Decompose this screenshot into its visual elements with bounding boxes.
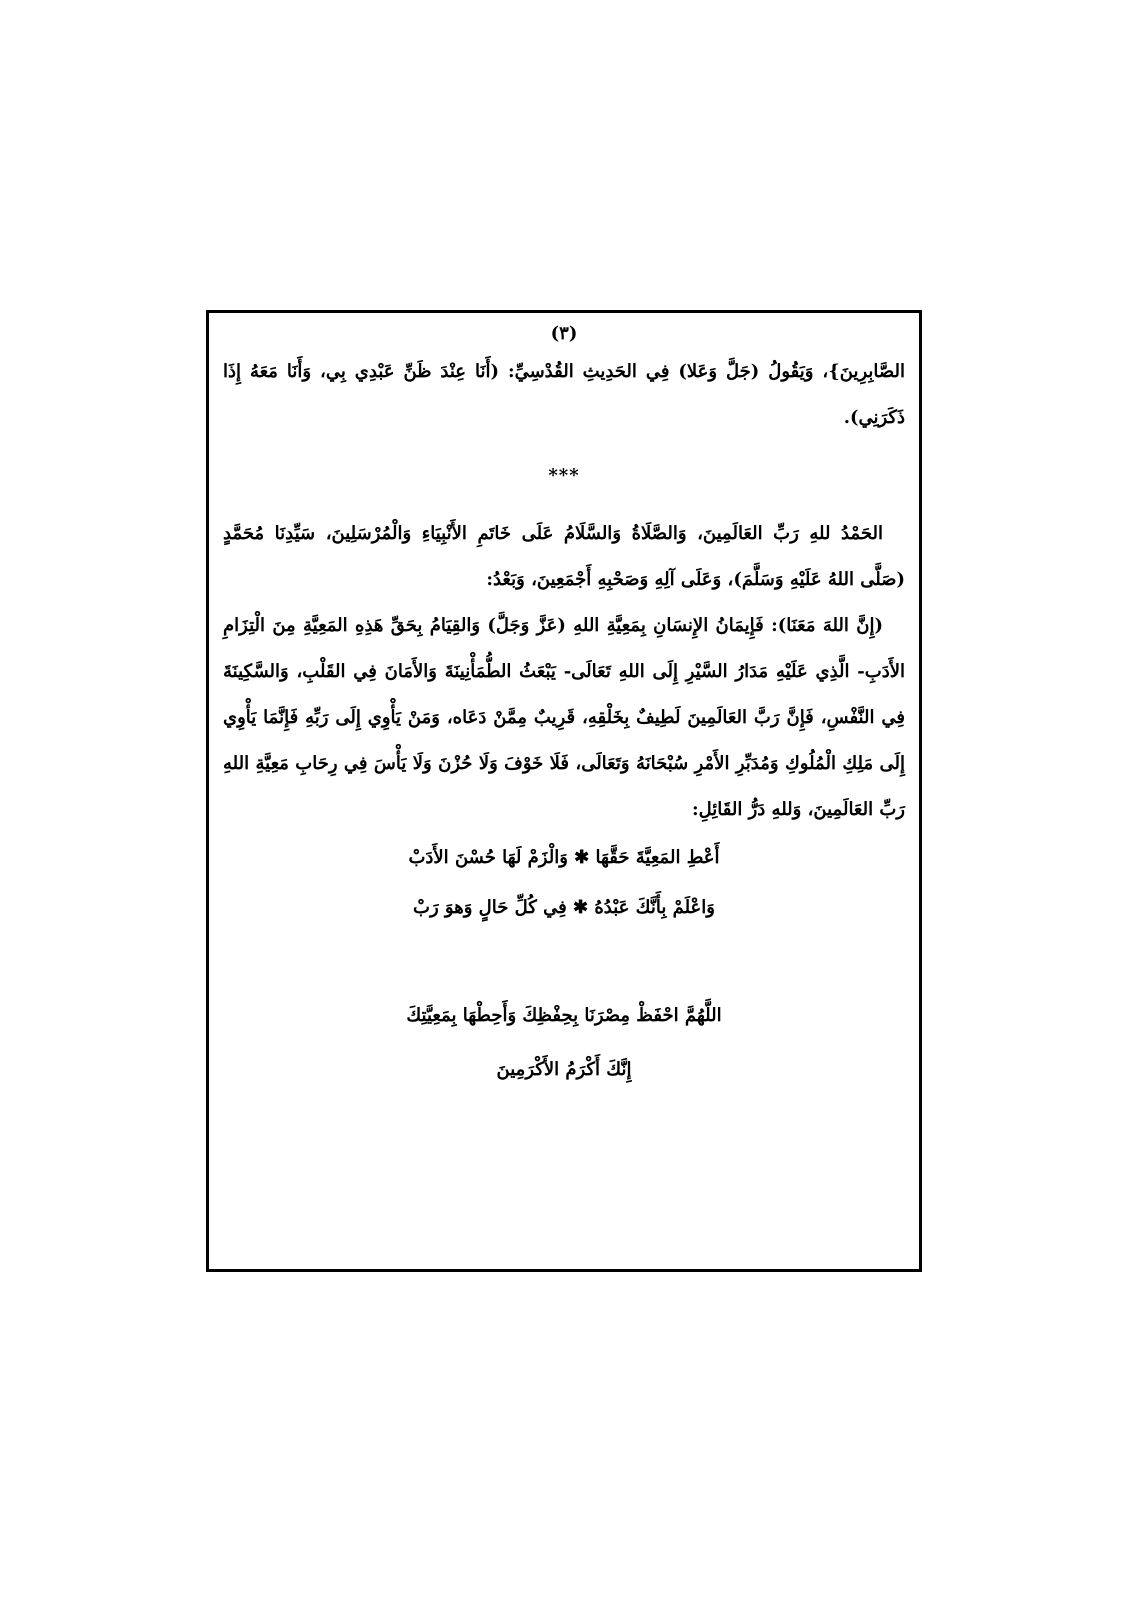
- section-separator: ***: [548, 465, 580, 486]
- paragraph-hadith: الصَّابِرِينَ}، وَيَقُولُ (جَلَّ وَعَلا) فِي الحَدِيثِ القُدْسِيِّ: (أَنَا عِنْدَ ظَنِّ عَبْدِي بِي، وَأَنَا مَعَهُ إِذَا ذَكَرَنِي).: [223, 361, 905, 428]
- spacer: [223, 933, 905, 989]
- poem-verse-2: وَاعْلَمْ بِأَنَّكَ عَبْدُهُ ✱ فِي كُلِّ حَالٍ وَهوَ رَبْ: [413, 897, 715, 918]
- poem-verse-1: أَعْطِ المَعِيَّةَ حَقَّهَا ✱ وَالْزَمْ لَهَا حُسْنَ الأَدَبْ: [408, 847, 720, 868]
- paragraph-opening: الحَمْدُ للهِ رَبِّ العَالَمِينَ، وَالصَّلَاةُ وَالسَّلَامُ عَلَى خَاتَمِ الأَنْبِيَاءِ وَالْمُرْسَلِينَ، سَيِّدِنَا مُحَمَّدٍ (صَلَّى اللهُ عَلَيْهِ وَسَلَّمَ)، وَعَلَى آلِهِ وَصَحْبِهِ أَجْمَعِينَ، وَبَعْدُ:: [223, 523, 905, 590]
- supplication-line-2: إِنَّكَ أَكْرَمُ الأَكْرَمِينَ: [496, 1059, 632, 1080]
- paragraph-main: (إِنَّ اللهَ مَعَنَا): فَإِيمَانُ الإِنسَانِ بِمَعِيَّةِ اللهِ (عَزَّ وَجَلَّ) وَالقِيَامُ بِحَقِّ هَذِهِ المَعِيَّةِ مِنَ الْتِزَامِ الأَدَبِ- الَّذِي عَلَيْهِ مَدَارُ السَّيْرِ إِلَى اللهِ تَعَالَى- يَبْعَثُ الطُّمَأْنِينَةَ وَالأَمَانَ فِي القَلْبِ، وَالسَّكِينَةَ فِي النَّفْسِ، فَإِنَّ رَبَّ العَالَمِينَ لَطِيفٌ بِخَلْقِهِ، قَرِيبٌ مِمَّنْ دَعَاه، وَمَنْ يَأْوِي إِلَى رَبِّهِ فَإِنَّمَا يَأْوِي إِلَى مَلِكِ الْمُلُوكِ وَمُدَبِّرِ الأَمْرِ سُبْحَانَهُ وَتَعَالَى، فَلَا خَوْفَ وَلَا حُزْنَ وَلَا يَأْسَ فِي رِحَابِ مَعِيَّةِ اللهِ رَبِّ العَالَمِينَ، وَللهِ دَرُّ القَائِلِ:: [223, 615, 905, 820]
- page-content: [223, 319, 905, 1097]
- page-frame: [206, 310, 922, 1272]
- page-number: (٣): [550, 323, 578, 344]
- supplication-line-1: اللَّهُمَّ احْفَظْ مِصْرَنَا بِحِفْظِكَ وَأَحِطْهَا بِمَعِيَّتِكَ: [406, 1005, 722, 1026]
